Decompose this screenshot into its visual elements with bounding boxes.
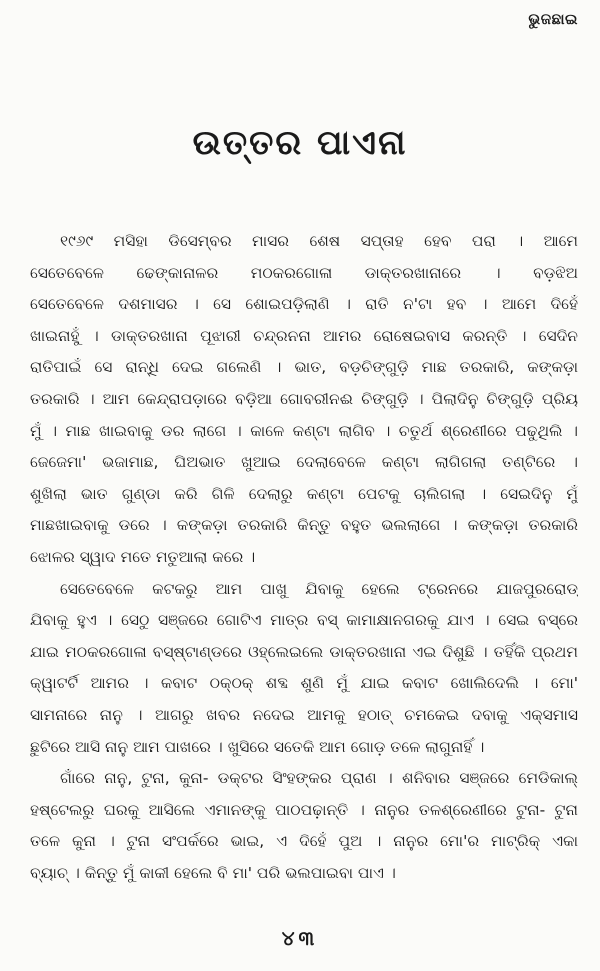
text-line: ତରକାରି । ଆମ କେନ୍ଦ୍ରାପଡ଼ାରେ ବଡ଼ିଆ ଗୋବରୀନଈ ଚିଙ୍ଗୁଡ଼ି । ପିଲାଦିନୁ ଚିଙ୍ଗୁଡ଼ି ପ୍ରିୟ	[30, 389, 578, 408]
text-line: ରାତିପାଇଁ ସେ ରାନ୍ଧି ଦେଇ ଗଲେଣି । ଭାତ, ବଡ଼ଚିଙ୍ଗୁଡ଼ି ମାଛ ତରକାରି, କଙ୍କଡ଼ା	[30, 358, 578, 377]
text-line: କ୍ୱାଟର୍ଟି ଆମର । କବାଟ ଠକ୍‌ଠକ୍ ଶବ୍ଦ ଶୁଣି ମୁଁ ଯାଇ କବାଟ ଖୋଲିଦେଲି । ମୋ'	[30, 674, 578, 693]
text-line: ଗାଁରେ ନାନୁ, ଟୁନା, କୁନା- ଡକ୍ଟର ସିଂହଙ୍କର ପ୍ରାଣ । ଶନିବାର ସଞ୍ଜରେ ମେଡିକାଲ୍	[60, 769, 578, 788]
text-line: ସେତେବେଳେ କଟକରୁ ଆମ ପାଖୁ ଯିବାକୁ ହେଲେ ଟ୍ରେନରେ ଯାଜପୁରରୋଡ୍	[60, 579, 578, 598]
text-line: ଝୋଳର ସ୍ୱାଦ ମତେ ମତୁଆଲା କରେ ।	[30, 547, 256, 566]
text-line: ବ୍ୟାଚ୍ । କିନ୍ତୁ ମୁଁ କାକୀ ହେଲେ ବି ମା' ପରି ଭଲପାଇବା ପାଏ ।	[30, 863, 396, 882]
paragraph	[30, 226, 578, 574]
text-line: ସେତେବେଳେ ଢେଙ୍କାନାଳର ମଠକରଗୋଳା ଡାକ୍ତରଖାନାରେ । ବଡ଼ଝିଅ	[30, 263, 578, 282]
text-line: ଯିବାକୁ ହୁଏ । ସେଠୁ ସଞ୍ଜରେ ଗୋଟିଏ ମାତ୍ର ବସ୍ କାମାକ୍ଷାନଗରକୁ ଯାଏ । ସେଇ ବସ୍‌ରେ	[30, 611, 578, 630]
text-line: ଜେଜେମା' ଭଜାମାଛ, ଘିଅଭାତ ଖୁଆଇ ଦେଲାବେଳେ କଣ୍ଟା ଲାଗିଗଲା ତଣ୍ଟିରେ ।	[30, 453, 578, 472]
text-line: ହଷ୍ଟେଲରୁ ଘରକୁ ଆସିଲେ ଏମାନଙ୍କୁ ପାଠପଢ଼ାନ୍ତି । ନାନୁର ତଳଶ୍ରେଣୀରେ ଟୁନା- ଟୁନା	[30, 800, 578, 819]
text-line: ଛୁଟିରେ ଆସି ନାନୁ ଆମ ପାଖରେ । ଖୁସିରେ ସତେକି ଆମ ଗୋଡ଼ ତଳେ ଲାଗୁନାହିଁ ।	[30, 737, 485, 756]
running-header: ଭୁଜଛାଇ	[528, 10, 578, 28]
chapter-title: ଉତ୍ତର ପାଏନା	[192, 123, 408, 163]
text-line: ଶୁଖିଲା ଭାତ ଗୁଣ୍ଡା କରି ଗିଳି ଦେଲାରୁ କଣ୍ଟା ପେଟକୁ ଚାଲିଗଲା । ସେଇଦିନୁ ମୁଁ	[30, 484, 578, 503]
text-line: ଯାଇ ମଠକରଗୋଳା ବସ୍‌ଷ୍ଟାଣ୍ଡରେ ଓହ୍ଲେଇଲେ ଡାକ୍ତରଖାନା ଏଇ ଦିଶୁଛି । ତହିଁକି ପ୍ରଥମ	[30, 642, 578, 661]
text-line: ସେତେବେଳେ ଦଶମାସର । ସେ ଶୋଇପଡ଼ିଲାଣି । ରାତି ନ'ଟା ହବ । ଆମେ ଦିହେଁ	[30, 295, 578, 314]
paragraph	[30, 574, 578, 764]
page-number: ୪୩	[281, 926, 319, 950]
text-line: ୧୯୬୯ ମସିହା ଡିସେମ୍ବର ମାସର ଶେଷ ସପ୍ତାହ ହେବ ପରା । ଆମେ	[60, 232, 578, 250]
text-line: ଖାଇନାହୁଁ । ଡାକ୍ତରଖାନା ପୂଝାରୀ ଚନ୍ଦ୍ରନନା ଆମର ରୋଷେଇବାସ କରନ୍ତି । ସେଦିନ	[30, 326, 578, 345]
body-text	[30, 226, 578, 889]
text-line: ସାମନାରେ ନାନୁ । ଆଗରୁ ଖବର ନଦେଇ ଆମକୁ ହଠାତ୍ ଚମକେଇ ଦବାକୁ ଏକ୍ସମାସ	[30, 705, 578, 724]
text-line: ମୁଁ । ମାଛ ଖାଇବାକୁ ଡର ଲାଗେ । କାଳେ କଣ୍ଟା ଲାଗିବ । ଚତୁର୍ଥ ଶ୍ରେଣୀରେ ପଢୁଥିଲି ।	[30, 421, 578, 440]
paragraph	[30, 763, 578, 889]
text-line: ତଳେ କୁନା । ଟୁନା ସଂପର୍କରେ ଭାଇ, ଏ ଦିହେଁ ପୁଅ । ନାନୁର ମୋ'ର ମାଟ୍ରିକ୍ ଏକା	[30, 832, 578, 851]
text-line: ମାଛଖାଇବାକୁ ଡରେ । କଙ୍କଡ଼ା ତରକାରି କିନ୍ତୁ ବହୁତ ଭଲଲାଗେ । କଙ୍କଡ଼ା ତରକାରି	[30, 516, 578, 535]
